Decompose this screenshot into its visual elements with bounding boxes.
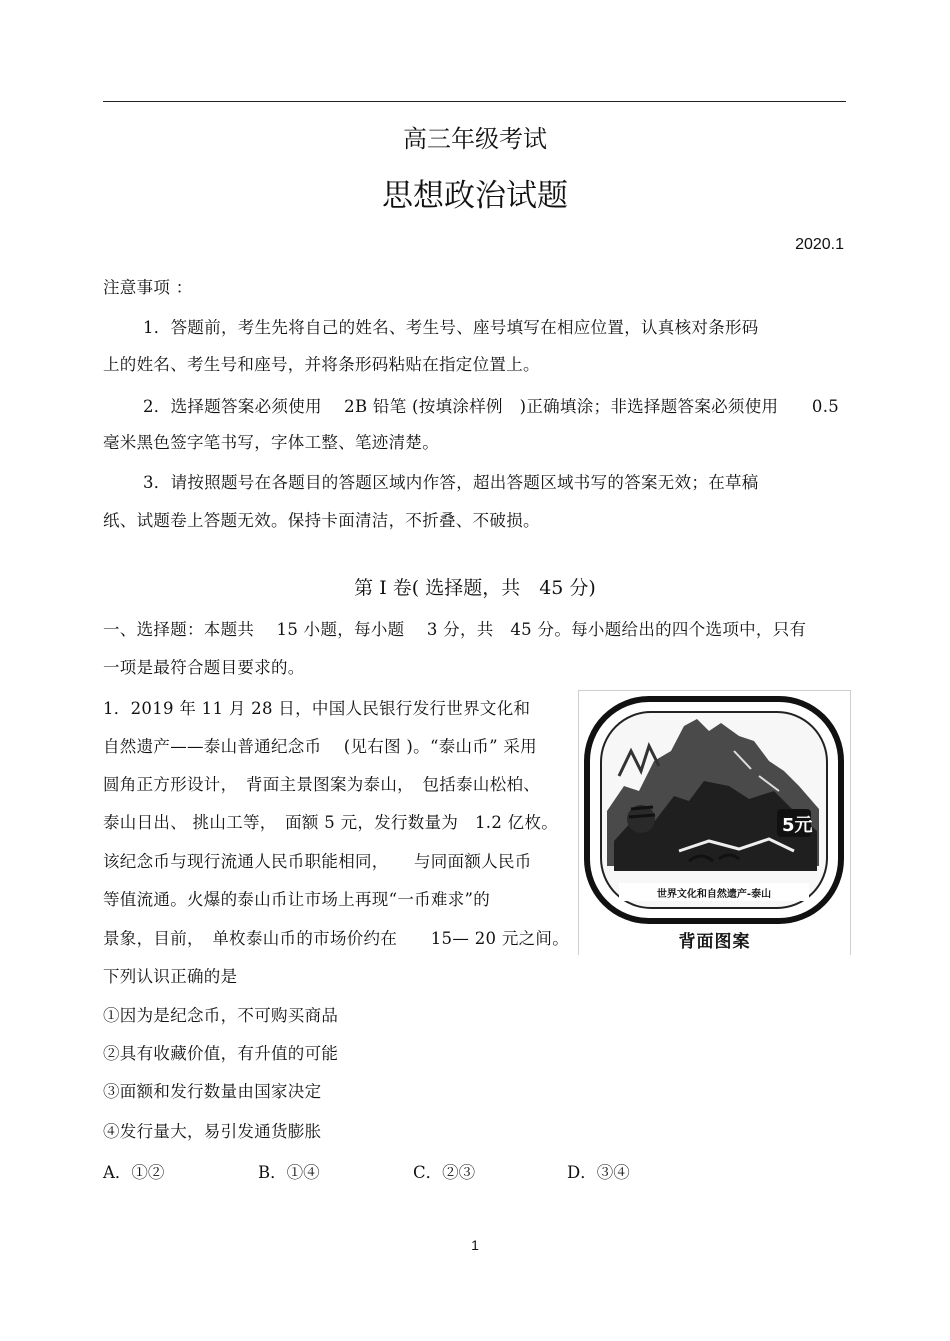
statement: ①因为是纪念币，不可购买商品 — [103, 1006, 339, 1025]
figure-caption: 背面图案 — [678, 932, 751, 952]
coin-illustration — [579, 691, 850, 927]
page-number: 1 — [471, 1237, 479, 1253]
exam-subtitle: 思想政治试题 — [382, 178, 568, 214]
question-line: 自然遗产——泰山普通纪念币 (见右图 )。“泰山币” 采用 — [103, 737, 537, 756]
question-line: 等值流通。火爆的泰山币让市场上再现“一币难求”的 — [103, 890, 491, 909]
notice-line: 毫米黑色签字笔书写，字体工整、笔迹清楚。 — [103, 433, 439, 452]
notice-line: 纸、试题卷上答题无效。保持卡面清洁，不折叠、不破损。 — [103, 511, 540, 530]
question-line: 圆角正方形设计， 背面主景图案为泰山， 包括泰山松柏、 — [103, 775, 541, 794]
top-rule — [103, 101, 846, 102]
notice-line: 上的姓名、考生号和座号，并将条形码粘贴在指定位置上。 — [103, 355, 540, 374]
section-heading: 第 I 卷( 选择题，共 45 分) — [354, 577, 596, 599]
section-instruction: 一项是最符合题目要求的。 — [103, 658, 305, 677]
question-line: 泰山日出、 挑山工等， 面额 5 元，发行数量为 1.2 亿枚。 — [103, 813, 559, 832]
option-a: A．①② — [103, 1163, 165, 1182]
section-instruction: 一、选择题：本题共 15 小题，每小题 3 分，共 45 分。每小题给出的四个选项中，只有 — [103, 620, 807, 639]
statement: ④发行量大，易引发通货膨胀 — [103, 1122, 322, 1141]
notice-line: 3．请按照题号在各题目的答题区域内作答，超出答题区域书写的答案无效；在草稿 — [143, 473, 759, 492]
notice-line: 2．选择题答案必须使用 2B 铅笔 (按填涂样例 )正确填涂；非选择题答案必须使用 0.5 — [143, 397, 840, 416]
coin-figure — [578, 690, 851, 955]
option-c: C．②③ — [413, 1163, 476, 1182]
coin-inscription: 世界文化和自然遗产-泰山 — [656, 889, 772, 900]
notice-heading: 注意事项 ： — [103, 278, 193, 297]
question-line: 该纪念币与现行流通人民币职能相同， 与同面额人民币 — [103, 852, 532, 871]
coin-denomination: 5元 — [782, 815, 813, 836]
exam-date: 2020.1 — [795, 236, 844, 253]
question-line: 下列认识正确的是 — [103, 967, 238, 986]
statement: ③面额和发行数量由国家决定 — [103, 1082, 322, 1101]
statement: ②具有收藏价值，有升值的可能 — [103, 1044, 339, 1063]
exam-title: 高三年级考试 — [403, 125, 547, 153]
question-line: 1．2019 年 11 月 28 日，中国人民银行发行世界文化和 — [103, 699, 531, 718]
option-b: B．①④ — [258, 1163, 320, 1182]
notice-line: 1．答题前，考生先将自己的姓名、考生号、座号填写在相应位置，认真核对条形码 — [143, 318, 759, 337]
option-d: D．③④ — [567, 1163, 630, 1182]
question-line: 景象，目前， 单枚泰山币的市场价约在 15— 20 元之间。 — [103, 929, 570, 948]
